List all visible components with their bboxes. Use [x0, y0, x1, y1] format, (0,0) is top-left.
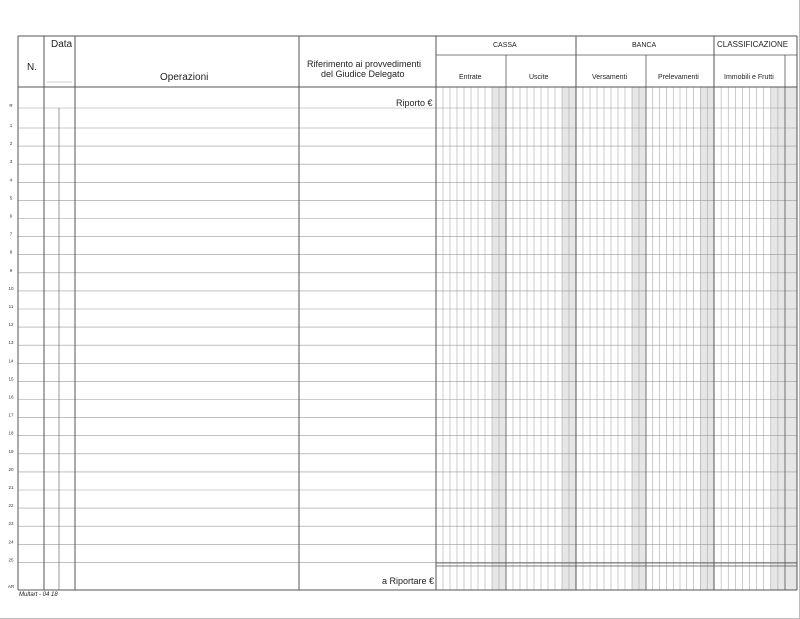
- cents-band: [785, 87, 797, 590]
- row-number: 20: [8, 466, 14, 472]
- row-number: AR: [7, 584, 15, 589]
- row-number: 14: [8, 358, 14, 364]
- row-number: 15: [8, 376, 14, 382]
- row-number: 25: [8, 557, 14, 563]
- row-number: 16: [8, 394, 14, 400]
- carry-in-label: Riporto €: [396, 98, 433, 108]
- row-number: 3: [9, 159, 13, 165]
- cash-in-header: Entrate: [459, 74, 482, 81]
- row-number: 5: [9, 195, 13, 201]
- row-number: 2: [9, 141, 13, 147]
- property-header: Immobili e Frutti: [724, 74, 774, 81]
- cash-out-header: Uscite: [529, 74, 549, 81]
- row-number: 6: [9, 213, 13, 219]
- row-number: 12: [8, 322, 14, 328]
- reference-header-line2: del Giudice Delegato: [321, 69, 405, 79]
- row-number: R: [9, 103, 13, 108]
- row-number: 4: [9, 177, 13, 183]
- row-number: 24: [8, 539, 14, 545]
- bank-header: BANCA: [632, 42, 657, 49]
- form-code: Multart - 04 18: [19, 592, 58, 598]
- row-number: 9: [9, 267, 13, 273]
- deposits-header: Versamenti: [592, 74, 628, 81]
- operations-header: Operazioni: [160, 72, 209, 83]
- row-number: 8: [9, 249, 13, 255]
- classification-header: CLASSIFICAZIONE: [717, 40, 789, 49]
- reference-header-line1: Riferimento ai provvedimenti: [307, 59, 422, 69]
- carry-out-label: a Riportare €: [382, 576, 435, 586]
- withdrawals-header: Prelevamenti: [658, 74, 699, 81]
- cash-header: CASSA: [493, 42, 517, 49]
- row-number: 17: [8, 412, 14, 418]
- row-number: 10: [8, 285, 14, 291]
- number-header: N.: [27, 62, 37, 73]
- row-number: 18: [8, 430, 14, 436]
- row-number: 19: [8, 448, 14, 454]
- row-number: 1: [9, 123, 13, 128]
- row-number: 13: [8, 340, 14, 346]
- row-number: 11: [8, 304, 14, 309]
- date-header: Data: [51, 39, 73, 50]
- row-number: 21: [8, 485, 14, 490]
- row-number: 22: [8, 503, 14, 509]
- row-number: 7: [9, 231, 13, 237]
- row-number: 23: [8, 521, 14, 527]
